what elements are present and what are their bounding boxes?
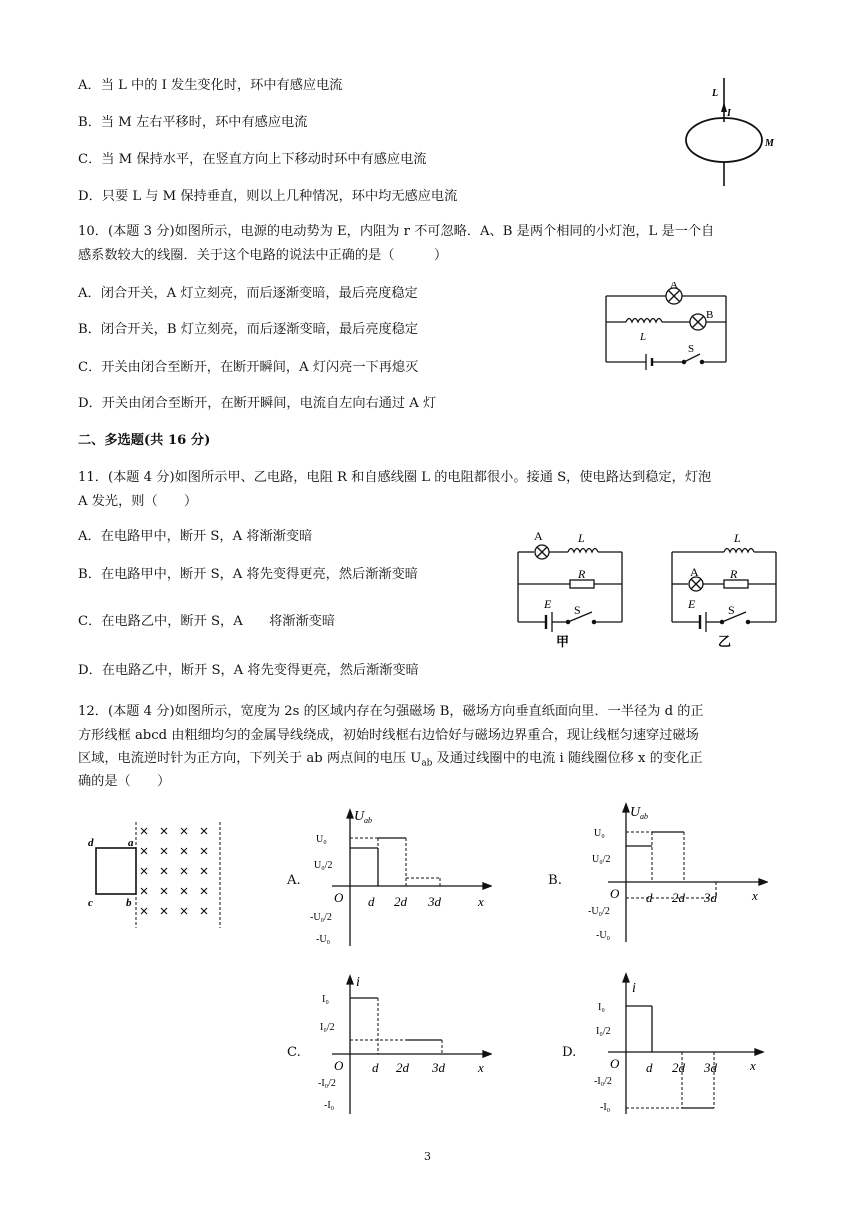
q12-b-tick-mu0: -U₀ xyxy=(596,930,611,941)
page-number: 3 xyxy=(424,1150,431,1163)
q11-jia-label-l: L xyxy=(578,531,585,545)
q11-jia-label-e: E xyxy=(544,597,552,611)
q11-circuit-yi xyxy=(666,528,786,650)
q12-a-tick-d: d xyxy=(368,894,375,909)
q12-d-origin: O xyxy=(610,1056,620,1071)
q12-a-tick-u0: U₀ xyxy=(316,834,327,845)
q12-c-tick-i0: I₀ xyxy=(322,994,329,1005)
q11-stem-line2: A 发光，则（ ） xyxy=(78,494,198,509)
q12-stem-line2: 方形线框 abcd 由粗细均匀的金属导线绕成，初始时线框右边恰好与磁场边界重合，现让线框匀速穿过磁场 xyxy=(78,728,699,743)
q11-option-c: C．在电路乙中，断开 S，A 将渐渐变暗 xyxy=(78,614,336,629)
q11-yi-label-s: S xyxy=(728,603,735,617)
q12-c-origin: O xyxy=(334,1058,344,1073)
q12-b-tick-2d: 2d xyxy=(672,890,685,905)
q9-label-l: L xyxy=(712,88,719,99)
q12-stem-line1: 12．(本题 4 分)如图所示，宽度为 2s 的区域内存在匀强磁场 B，磁场方向垂直纸面向里．一半径为 d 的正 xyxy=(78,704,704,719)
q12-b-tick-u0: U₀ xyxy=(594,828,605,839)
q12-graph-a-label: A. xyxy=(287,873,301,888)
q12-graph-d-label: D. xyxy=(562,1045,577,1060)
q12-b-tick-mu0half: -U₀/2 xyxy=(588,906,610,917)
q10-option-d: D．开关由闭合至断开，在断开瞬间，电流自左向右通过 A 灯 xyxy=(78,396,437,411)
q12-b-axis-u-sub: ab xyxy=(640,812,648,821)
q11-jia-label-a: A xyxy=(534,529,543,543)
q12-c-axis-x: x xyxy=(478,1060,484,1075)
q12-d-tick-2d: 2d xyxy=(672,1060,685,1075)
q12-a-axis-u: U xyxy=(354,809,365,824)
q12-label-b: b xyxy=(126,897,132,909)
q10-label-s: S xyxy=(688,343,695,355)
q12-d-tick-mi0half: -I₀/2 xyxy=(594,1076,612,1087)
q12-label-c: c xyxy=(88,897,93,909)
q9-ring-figure xyxy=(680,78,780,188)
q12-b-tick-d: d xyxy=(646,890,653,905)
q12-c-tick-d: d xyxy=(372,1060,379,1075)
q12-stem-sub: ab xyxy=(421,758,433,769)
q12-graph-d xyxy=(582,972,768,1116)
q11-jia-label-s: S xyxy=(574,603,581,617)
q12-b-origin: O xyxy=(610,886,620,901)
q12-stem-line3-b: 及通过线圈中的电流 i 随线圈位移 x 的变化正 xyxy=(432,751,703,766)
q9-option-a: A．当 L 中的 I 发生变化时，环中有感应电流 xyxy=(78,78,343,93)
q12-c-tick-i0half: I₀/2 xyxy=(320,1022,335,1033)
q10-label-b: B xyxy=(706,309,714,321)
q10-option-a: A．闭合开关，A 灯立刻亮，而后逐渐变暗，最后亮度稳定 xyxy=(78,286,418,301)
q12-c-tick-mi0half: -I₀/2 xyxy=(318,1078,336,1089)
q12-d-axis-x: x xyxy=(750,1058,756,1073)
q12-c-tick-mi0: -I₀ xyxy=(324,1100,335,1111)
q11-yi-caption: 乙 xyxy=(718,634,732,649)
q12-graph-c-label: C. xyxy=(287,1045,301,1060)
q12-a-tick-mu0: -U₀ xyxy=(316,934,331,945)
q12-graph-c xyxy=(306,974,492,1116)
q12-graph-b xyxy=(582,802,768,944)
q12-a-tick-u0half: U₀/2 xyxy=(314,860,333,871)
q12-a-tick-2d: 2d xyxy=(394,894,407,909)
q12-b-tick-3d: 3d xyxy=(704,890,717,905)
q11-yi-label-r: R xyxy=(730,567,738,581)
q11-option-d: D．在电路乙中，断开 S，A 将先变得更亮，然后渐渐变暗 xyxy=(78,663,419,678)
q12-b-axis-x: x xyxy=(752,888,758,903)
q12-d-tick-i0half: I₀/2 xyxy=(596,1026,611,1037)
q12-a-origin: O xyxy=(334,890,344,905)
q10-option-c: C．开关由闭合至断开，在断开瞬间，A 灯闪亮一下再熄灭 xyxy=(78,360,419,375)
q12-c-tick-3d: 3d xyxy=(432,1060,445,1075)
q12-graph-a xyxy=(306,808,492,950)
q9-option-d: D．只要 L 与 M 保持垂直，则以上几种情况，环中均无感应电流 xyxy=(78,189,458,204)
q12-d-tick-i0: I₀ xyxy=(598,1002,605,1013)
q9-label-i: I xyxy=(727,108,731,119)
q11-stem-line1: 11．(本题 4 分)如图所示甲、乙电路，电阻 R 和自感线圈 L 的电阻都很小。接通 S，使电路达到稳定，灯泡 xyxy=(78,470,712,485)
q10-option-b: B．闭合开关，B 灯立刻亮，而后逐渐变暗，最后亮度稳定 xyxy=(78,322,419,337)
q11-yi-label-e: E xyxy=(688,597,696,611)
q12-c-axis-i: i xyxy=(356,975,360,990)
q12-stem-line3 xyxy=(78,750,702,773)
q12-d-tick-3d: 3d xyxy=(704,1060,717,1075)
q10-circuit-figure xyxy=(602,282,738,370)
q12-c-tick-2d: 2d xyxy=(396,1060,409,1075)
q11-option-a: A．在电路甲中，断开 S，A 将渐渐变暗 xyxy=(78,529,313,544)
q11-option-b: B．在电路甲中，断开 S，A 将先变得更亮，然后渐渐变暗 xyxy=(78,567,418,582)
q10-stem-line1: 10．(本题 3 分)如图所示，电源的电动势为 E，内阻为 r 不可忽略．A、B 是两个相同的小灯泡，L 是一个自 xyxy=(78,224,715,239)
q12-b-tick-u0half: U₀/2 xyxy=(592,854,611,865)
q11-jia-label-r: R xyxy=(578,567,586,581)
section-heading: 二、多选题(共 16 分) xyxy=(78,433,211,448)
q9-option-b: B．当 M 左右平移时，环中有感应电流 xyxy=(78,115,308,130)
q12-a-axis-x: x xyxy=(478,894,484,909)
q10-label-l: L xyxy=(640,331,647,343)
q12-stem-line4: 确的是（ ） xyxy=(78,774,171,789)
q12-label-a: a xyxy=(128,837,134,849)
q12-a-tick-3d: 3d xyxy=(428,894,441,909)
q12-d-tick-mi0: -I₀ xyxy=(600,1102,611,1113)
q12-b-axis-u: U xyxy=(630,805,641,820)
q11-jia-caption: 甲 xyxy=(556,634,570,649)
q12-stem-line3-a: 区域，电流逆时针为正方向，下列关于 ab 两点间的电压 U xyxy=(78,751,422,766)
q12-a-axis-u-sub: ab xyxy=(364,816,372,825)
q11-circuit-jia xyxy=(512,528,632,650)
q12-d-tick-d: d xyxy=(646,1060,653,1075)
q12-field-figure xyxy=(84,822,229,930)
q11-yi-label-l: L xyxy=(734,531,741,545)
q12-label-d: d xyxy=(88,837,94,849)
q10-label-a: A xyxy=(670,282,678,291)
q12-d-axis-i: i xyxy=(632,981,636,996)
q12-graph-b-label: B. xyxy=(548,873,562,888)
q9-label-m: M xyxy=(765,138,774,149)
q9-option-c: C．当 M 保持水平，在竖直方向上下移动时环中有感应电流 xyxy=(78,152,427,167)
q11-yi-label-a: A xyxy=(690,565,699,579)
q10-stem-line2: 感系数较大的线圈．关于这个电路的说法中正确的是（ ） xyxy=(78,248,448,263)
q12-a-tick-mu0half: -U₀/2 xyxy=(310,912,332,923)
